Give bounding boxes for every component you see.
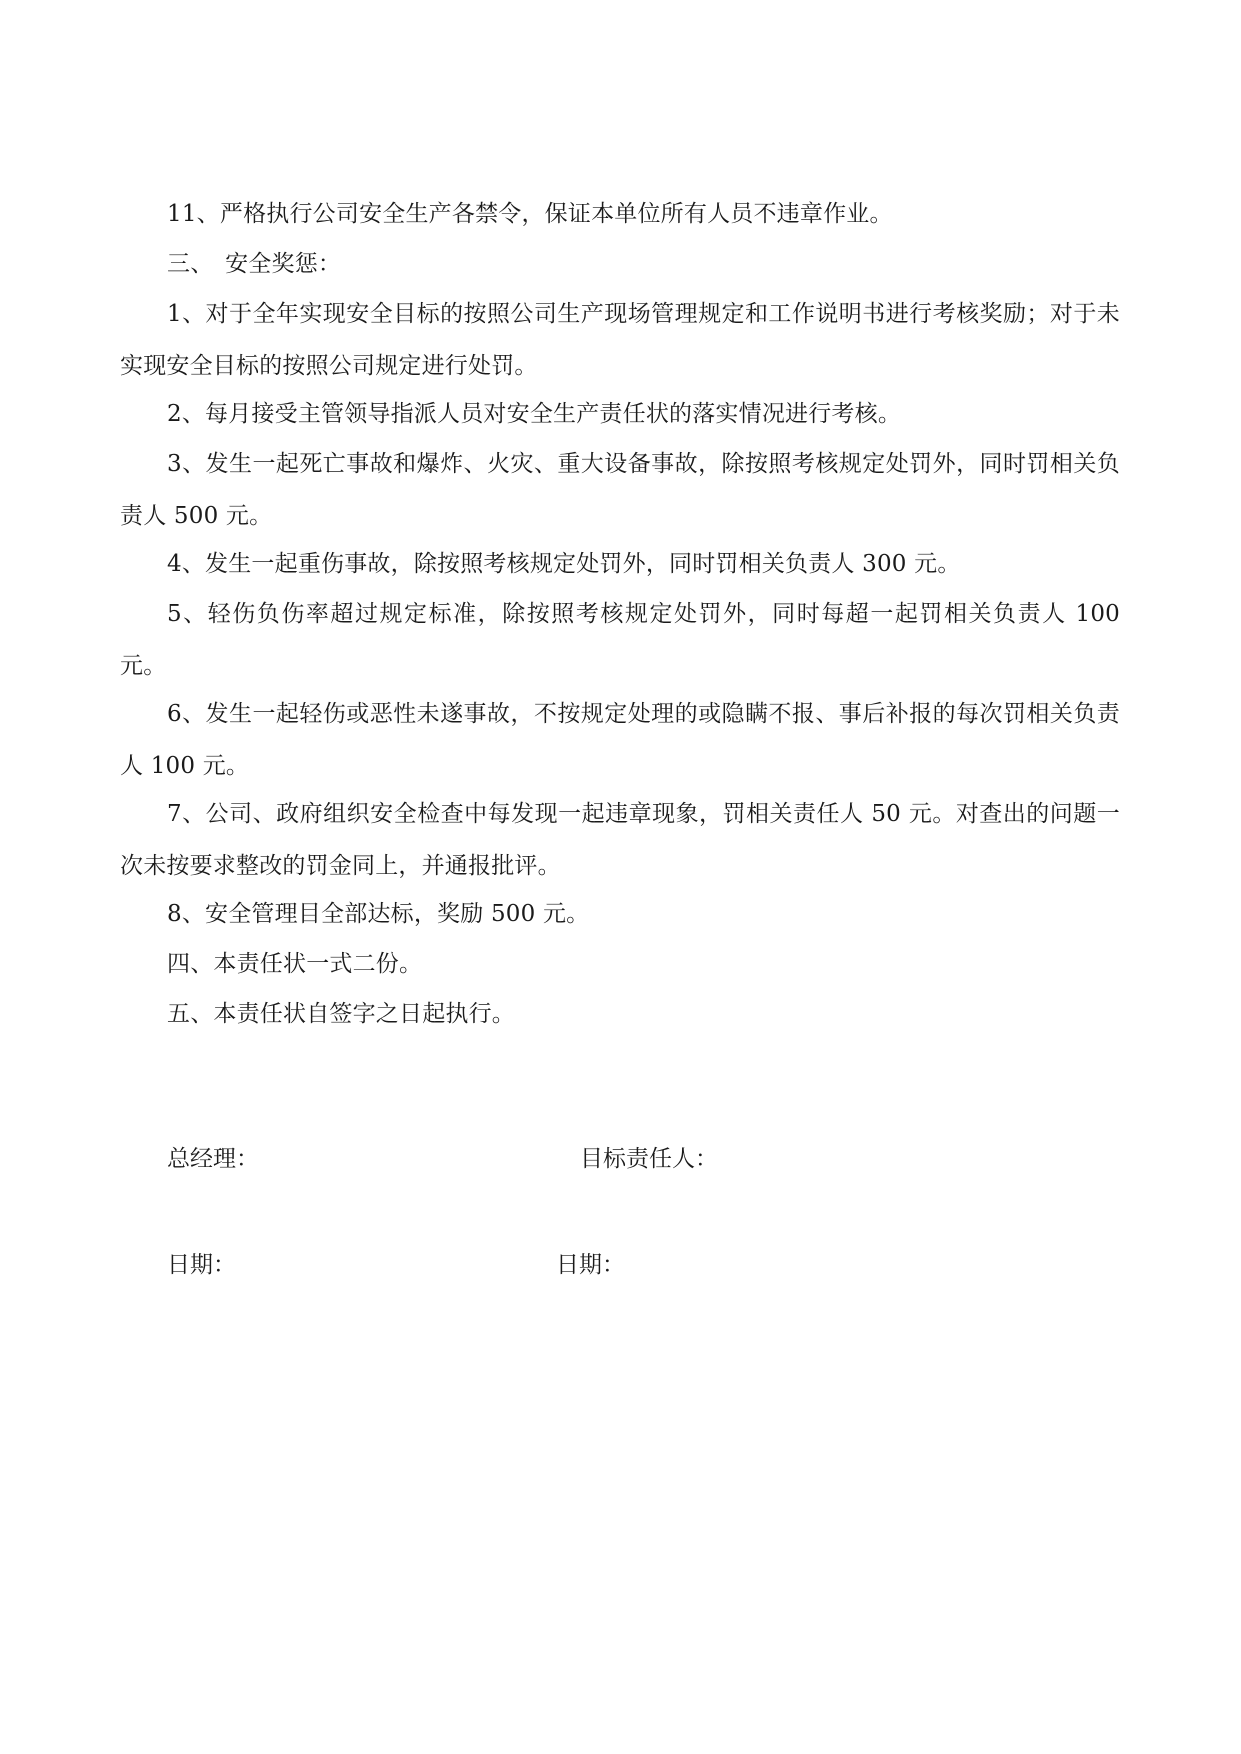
paragraph-rule-3: 3、发生一起死亡事故和爆炸、火灾、重大设备事故，除按照考核规定处罚外，同时罚相关负责人 500 元。: [120, 451, 1120, 529]
paragraph-rule-8: 8、安全管理目全部达标，奖励 500 元。: [167, 901, 590, 927]
general-manager-label: 总经理：: [167, 1146, 259, 1172]
paragraph-rule-1: 1、对于全年实现安全目标的按照公司生产现场管理规定和工作说明书进行考核奖励；对于未实现安全目标的按照公司规定进行处罚。: [120, 301, 1120, 379]
paragraph-rule-7: 7、公司、政府组织安全检查中每发现一起违章现象，罚相关责任人 50 元。对查出的问题一次未按要求整改的罚金同上，并通报批评。: [120, 801, 1120, 879]
responsible-person-label: 目标责任人：: [580, 1146, 718, 1172]
paragraph-rule-2: 2、每月接受主管领导指派人员对安全生产责任状的落实情况进行考核。: [167, 401, 902, 427]
paragraph-rule-4: 4、发生一起重伤事故，除按照考核规定处罚外，同时罚相关负责人 300 元。: [167, 551, 961, 577]
paragraph-copies: 四、本责任状一式二份。: [167, 951, 423, 977]
paragraph-effective: 五、本责任状自签字之日起执行。: [167, 1001, 515, 1027]
paragraph-rule-5: 5、轻伤负伤率超过规定标准，除按照考核规定处罚外，同时每超一起罚相关负责人 100 元。: [120, 601, 1120, 679]
date-left-label: 日期：: [167, 1252, 236, 1278]
paragraph-rule-6: 6、发生一起轻伤或恶性未遂事故，不按规定处理的或隐瞒不报、事后补报的每次罚相关负责人 100 元。: [120, 701, 1120, 779]
date-right-label: 日期：: [556, 1252, 625, 1278]
paragraph-item-11: 11、严格执行公司安全生产各禁令，保证本单位所有人员不违章作业。: [167, 201, 893, 227]
section-heading-rewards-penalties: 三、 安全奖惩：: [167, 251, 342, 277]
